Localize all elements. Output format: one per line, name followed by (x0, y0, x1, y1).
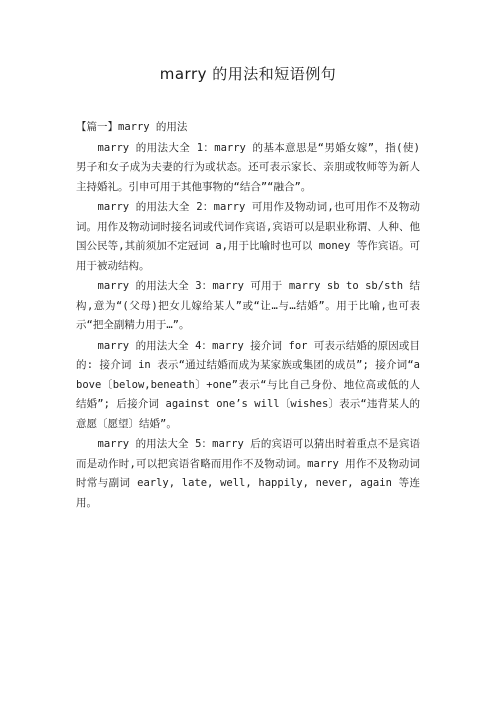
document-body (76, 118, 420, 514)
section-heading: 【篇一】marry 的用法 (76, 121, 188, 133)
paragraph-usage-4: marry 的用法大全 4：marry 接介词 for 可表示结婚的原因或目的: 接介词 in 表示“通过结婚而成为某家族或集团的成员”; 接介词“above〔below,beneath〕+one”表示“与比自己身份、地位高或低的人结婚”; 后接介词 against one’s will〔wishes〕表示“违背某人的意愿〔愿望〕结婚”。 (76, 339, 420, 430)
document-title: marry 的用法和短语例句 (159, 65, 337, 83)
paragraph-usage-2: marry 的用法大全 2：marry 可用作及物动词,也可用作不及物动词。用作及物动词时接名词或代词作宾语,宾语可以是职业称谓、人种、他国公民等,其前须加不定冠词 a,用于比喻时也可以 money 等作宾语。可用于被动结构。 (76, 201, 420, 272)
paragraph-usage-3: marry 的用法大全 3：marry 可用于 marry sb to sb/sth 结构,意为“(父母)把女儿嫁给某人”或“让…与…结婚”。用于比喻,也可表示“把全副精力用于…”。 (76, 280, 420, 331)
paragraph-usage-1: marry 的用法大全 1：marry 的基本意思是“男婚女嫁”，指(使)男子和女子成为夫妻的行为或状态。还可表示家长、亲朋或牧师等为新人主持婚礼。引申可用于其他事物的“结合”“融合”。 (76, 141, 420, 193)
paragraph-usage-5: marry 的用法大全 5：marry 后的宾语可以猜出时着重点不是宾语而是动作时,可以把宾语省略而用作不及物动词。marry 用作不及物动词时常与副词 early, late, well, happily, never, again 等连用。 (76, 438, 420, 509)
